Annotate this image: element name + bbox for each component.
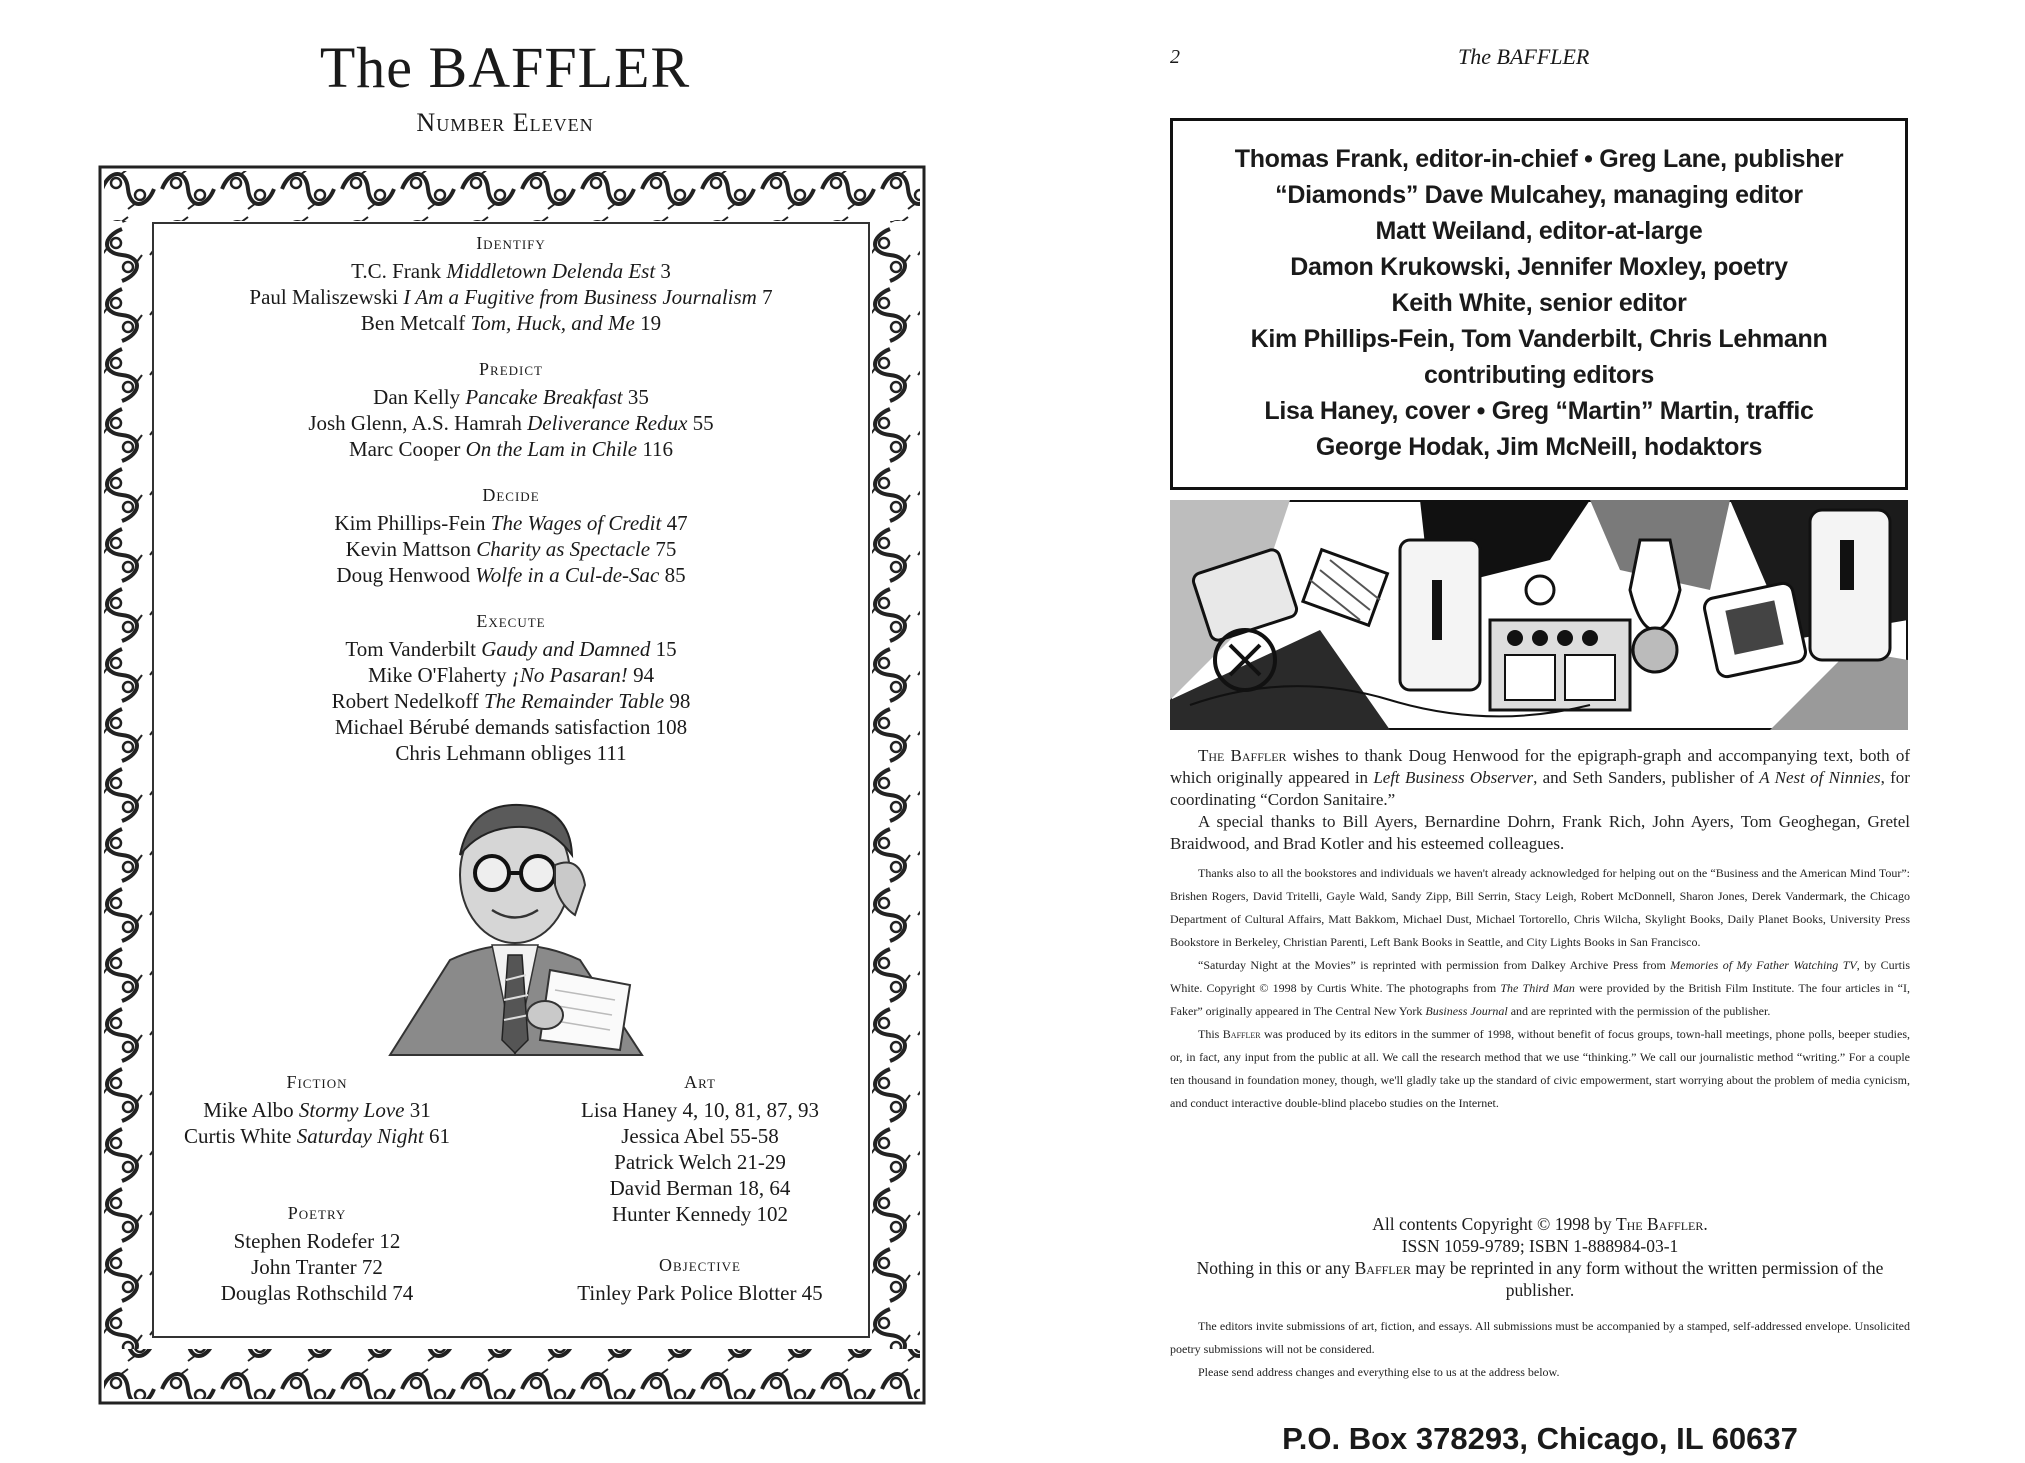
toc-entry[interactable]: Tinley Park Police Blotter 45	[577, 1281, 823, 1305]
section-heading: Execute	[476, 611, 546, 631]
submissions-notice	[1170, 1315, 1910, 1384]
toc-entry[interactable]: Jessica Abel 55-58	[621, 1124, 779, 1148]
section-heading: Art	[684, 1072, 716, 1092]
section-heading: Decide	[482, 485, 540, 505]
section-heading: Fiction	[286, 1072, 348, 1092]
section-execute	[152, 608, 870, 766]
ack-paragraph: Thanks also to all the bookstores and individuals we haven't already acknowledged for helping out on the “Business and the American Mind Tour”: Brishen Rogers, David Tritelli, Gayle Wald, Sandy Zipp, Bill Serrin, Stacy Leigh, Robert McDonnell, Sharon Jones, Derek Vandermark, the Chicago Department of Cultural Affairs, Matt Bakkom, Michael Dust, Michael Tortorello, Chris Wilcha, Skylight Books, Daily Planet Books, University Press Bookstore in Berkeley, Christian Parenti, Left Bank Books in Seattle, and City Lights Books in San Francisco.	[1170, 866, 1910, 949]
masthead-line: Lisa Haney, cover • Greg “Martin” Martin, traffic	[1264, 397, 1814, 425]
toc-entry[interactable]: Lisa Haney 4, 10, 81, 87, 93	[581, 1098, 819, 1122]
section-heading: Objective	[659, 1255, 741, 1275]
toc-entry[interactable]: Tom Vanderbilt Gaudy and Damned 15	[345, 637, 677, 661]
masthead-line: Damon Krukowski, Jennifer Moxley, poetry	[1290, 253, 1788, 281]
section-heading: Poetry	[287, 1203, 347, 1223]
section-identify	[152, 230, 870, 336]
section-fiction	[152, 1069, 482, 1149]
masthead-line: “Diamonds” Dave Mulcahey, managing editor	[1275, 181, 1803, 209]
masthead-line: Keith White, senior editor	[1391, 289, 1687, 317]
section-poetry	[152, 1200, 482, 1306]
toc-entry[interactable]: Stephen Rodefer 12	[233, 1229, 401, 1253]
toc-entry[interactable]: Kim Phillips-Fein The Wages of Credit 47	[334, 511, 688, 535]
masthead-line: Kim Phillips-Fein, Tom Vanderbilt, Chris Lehmann	[1250, 325, 1828, 353]
toc-entry[interactable]: John Tranter 72	[251, 1255, 383, 1279]
toc-entry[interactable]: Kevin Mattson Charity as Spectacle 75	[345, 537, 677, 561]
ack-paragraph: “Saturday Night at the Movies” is reprinted with permission from Dalkey Archive Press from Memories of My Father Watching TV, by Curtis White. Copyright © 1998 by Curtis White. The photographs from The Third Man were provided by the British Film Institute. The four articles in “I, Faker” originally appeared in The Central New York Business Journal and are reprinted with the permission of the publisher.	[1170, 958, 1911, 1018]
toc-entry[interactable]: Doug Henwood Wolfe in a Cul-de-Sac 85	[336, 563, 686, 587]
toc-entry[interactable]: Mike Albo Stormy Love 31	[203, 1098, 431, 1122]
toc-entry[interactable]: Josh Glenn, A.S. Hamrah Deliverance Redux 55	[308, 411, 714, 435]
toc-entry[interactable]: Patrick Welch 21-29	[614, 1150, 786, 1174]
contents-page	[0, 0, 1010, 1463]
toc-entry[interactable]: Robert Nedelkoff The Remainder Table 98	[331, 689, 691, 713]
masthead-line: contributing editors	[1423, 361, 1655, 389]
toc-entry[interactable]: Dan Kelly Pancake Breakfast 35	[373, 385, 649, 409]
section-objective	[530, 1252, 870, 1306]
reprint-notice: Nothing in this or any Baffler may be reprinted in any form without the written permission of the publisher.	[1196, 1258, 1884, 1300]
toc-entry[interactable]: Michael Bérubé demands satisfaction 108	[334, 715, 688, 739]
toc-entry[interactable]: Chris Lehmann obliges 111	[395, 741, 627, 765]
acknowledgments-fine-print	[1170, 862, 1910, 1115]
section-predict	[152, 356, 870, 462]
issn-line: ISSN 1059-9789; ISBN 1-888984-03-1	[1401, 1236, 1679, 1256]
toc-entry[interactable]: Paul Maliszewski I Am a Fugitive from Business Journalism 7	[249, 285, 773, 309]
magazine-title: The BAFFLER	[319, 35, 691, 100]
masthead-page	[1010, 0, 2025, 1463]
ack-paragraph: The Baffler wishes to thank Doug Henwood for the epigraph-graph and accompanying text, both of which originally appeared in Left Business Observer, and Seth Sanders, publisher of A Nest of Ninnies, for coordinating “Cordon Sanitaire.”	[1170, 746, 1910, 809]
running-head: The BAFFLER	[1458, 44, 1590, 69]
section-decide	[152, 482, 870, 588]
ack-paragraph: A special thanks to Bill Ayers, Bernardine Dohrn, Frank Rich, John Ayers, Tom Geoghegan, Gretel Braidwood, and Brad Kotler and his esteemed colleagues.	[1170, 812, 1910, 853]
acknowledgments-main	[1170, 745, 1910, 855]
toc-entry[interactable]: Mike O'Flaherty ¡No Pasaran! 94	[367, 663, 655, 687]
toc-entry[interactable]: Ben Metcalf Tom, Huck, and Me 19	[360, 311, 662, 335]
page-number: 2	[1170, 46, 1180, 68]
mailing-address: P.O. Box 378293, Chicago, IL 60637	[1282, 1421, 1798, 1456]
toc-entry[interactable]: Douglas Rothschild 74	[220, 1281, 414, 1305]
toc-entry[interactable]: Hunter Kennedy 102	[611, 1202, 789, 1226]
man-with-glasses-illustration	[380, 785, 650, 1060]
masthead-box	[1170, 118, 1908, 490]
toc-entry[interactable]: Curtis White Saturday Night 61	[183, 1124, 450, 1148]
issue-number: Number Eleven	[416, 108, 594, 137]
toc-entry[interactable]: David Berman 18, 64	[609, 1176, 791, 1200]
toc-entry[interactable]: Marc Cooper On the Lam in Chile 116	[348, 437, 674, 461]
copyright-line: All contents Copyright © 1998 by The Baffler.	[1372, 1214, 1708, 1234]
submissions-paragraph: The editors invite submissions of art, fiction, and essays. All submissions must be accompanied by a stamped, self-addressed envelope. Unsolicited poetry submissions will not be considered.	[1170, 1319, 1910, 1356]
address-change-paragraph: Please send address changes and everything else to us at the address below.	[1198, 1365, 1560, 1379]
copyright-block	[1170, 1213, 1910, 1301]
section-art	[530, 1069, 870, 1227]
section-heading: Identify	[476, 233, 546, 253]
section-heading: Predict	[479, 359, 543, 379]
masthead-line: George Hodak, Jim McNeill, hodaktors	[1315, 433, 1763, 461]
appliance-collage-illustration	[1170, 500, 1908, 730]
masthead-line: Matt Weiland, editor-at-large	[1375, 217, 1703, 245]
ack-paragraph: This Baffler was produced by its editors in the summer of 1998, without benefit of focus groups, town-hall meetings, phone polls, beeper studies, or, in fact, any input from the public at all. We call the research method that we use “thinking.” We call our journalistic method “writing.” For a couple ten thousand in foundation money, though, we'll gladly take up the standard of civic empowerment, start worrying about the problem of media cynicism, and conduct interactive double-blind placebo studies on the Internet.	[1170, 1027, 1910, 1110]
toc-entry[interactable]: T.C. Frank Middletown Delenda Est 3	[351, 259, 671, 283]
masthead-line: Thomas Frank, editor-in-chief • Greg Lane, publisher	[1234, 145, 1844, 173]
